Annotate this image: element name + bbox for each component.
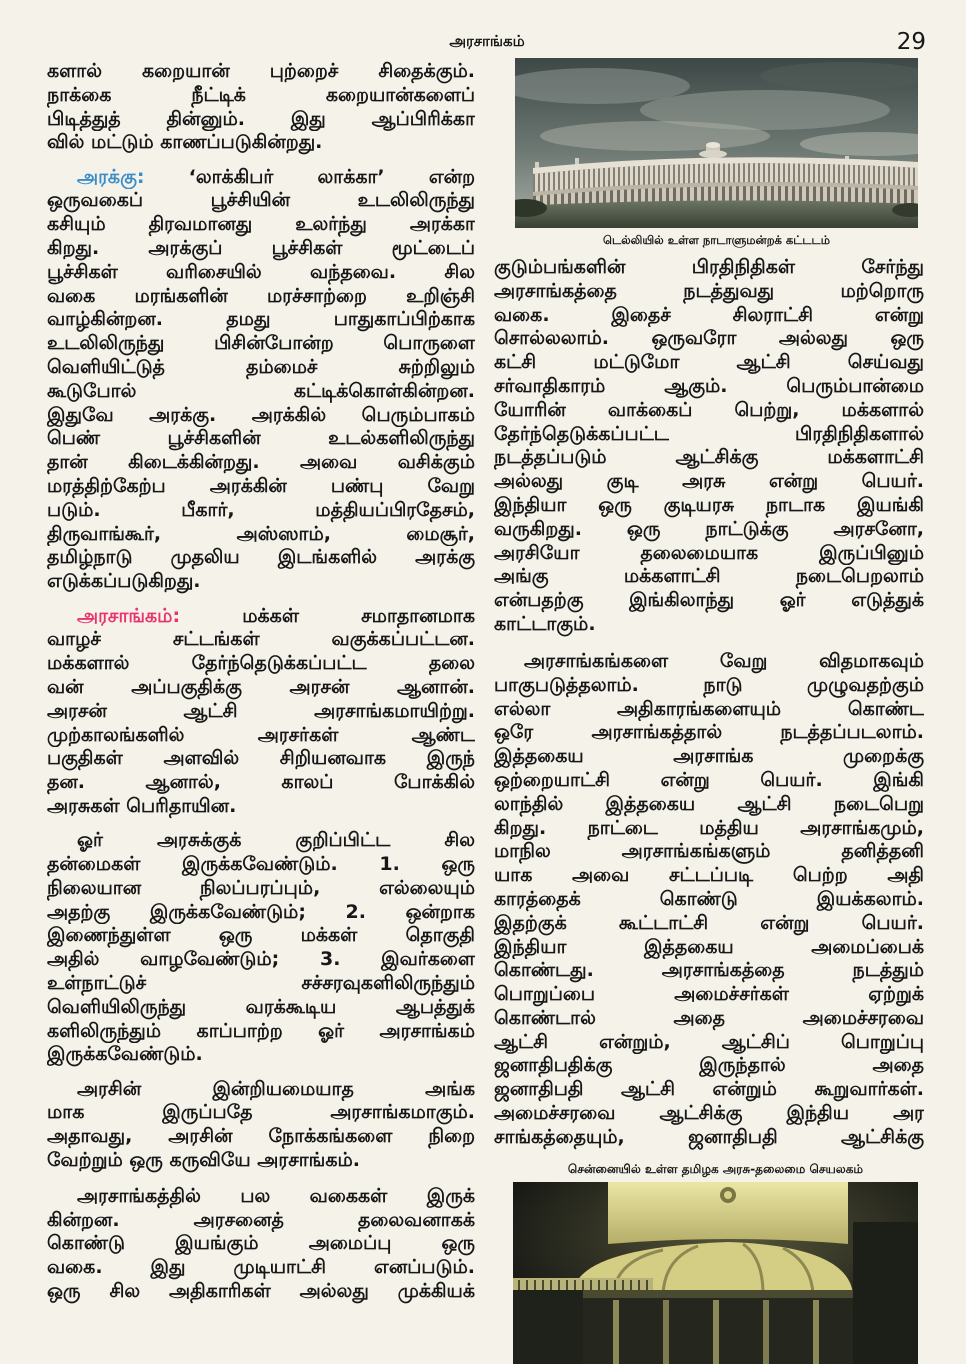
text-line: இத்தகைய அரசாங்க முறைக்கு (494, 745, 924, 768)
text-line: வாழ்கின்றன. தமது பாதுகாப்பிற்காக (47, 308, 475, 331)
text-line: படும். பீகார், மத்தியப்பிரதேசம், (47, 498, 475, 521)
text-line: இந்தியா ஒரு குடியரசு நாடாக இயங்கி (494, 493, 924, 516)
text-line-rest: மக்கள் சமாதானமாக (242, 604, 475, 627)
paragraph (47, 1185, 475, 1304)
text-line: பொறுப்பை அமைச்சர்கள் ஏற்றுக் (494, 983, 924, 1006)
text-line: ஜனாதிபதிக்கு இருந்தால் அதை (494, 1054, 924, 1077)
text-line: காட்டாகும். (494, 612, 596, 635)
text-line: உடலிலிருந்து பிசின்போன்ற பொருளை (47, 332, 475, 355)
text-line: ஒரே அரசாங்கத்தால் நடத்தப்படலாம். (494, 721, 924, 744)
text-line: காரத்தைக் கொண்டு இயக்கலாம். (494, 887, 924, 910)
text-line: கசியும் திரவமானது உலர்ந்து அரக்கா (47, 213, 475, 236)
text-line: அரசாங்கங்களை வேறு விதமாகவும் (524, 649, 924, 672)
text-line: சர்வாதிகாரம் ஆகும். பெரும்பான்மை (494, 374, 924, 397)
text-line: பெண் பூச்சிகளின் உடல்களிலிருந்து (47, 427, 475, 450)
parliament-photo (515, 58, 918, 228)
text-line: ஒருவகைப் பூச்சியின் உடலிலிருந்து (47, 189, 475, 212)
text-line: வாழச் சட்டங்கள் வகுக்கப்பட்டன. (47, 628, 475, 651)
figure-caption-secretariat: சென்னையில் உள்ள தமிழக அரசு-தலைமை செயலகம் (567, 1162, 864, 1176)
text-line: கூடுபோல் கட்டிக்கொள்கின்றன. (47, 379, 475, 402)
text-line: வன் அப்பகுதிக்கு அரசன் ஆனான். (47, 675, 475, 698)
text-line: கட்சி மட்டுமோ ஆட்சி செய்வது (494, 351, 924, 374)
text-line: யாக அவை சட்டப்படி பெற்ற அதி (494, 864, 924, 887)
text-line: நாக்கை நீட்டிக் கறையான்களைப் (47, 83, 475, 106)
term-arasangam: அரசாங்கம்: (77, 604, 181, 627)
text-line: கின்றன. அரசனைத் தலைவனாகக் (47, 1208, 475, 1231)
text-line (47, 605, 475, 629)
text-line: ஒற்றையாட்சி என்று பெயர். இங்கி (494, 768, 924, 791)
text-line: நடத்தப்படும் ஆட்சிக்கு மக்களாட்சி (494, 446, 924, 469)
text-line: வெளியிட்டுத் தம்மைச் சுற்றிலும் (47, 356, 475, 379)
text-line: இதற்குக் கூட்டாட்சி என்று பெயர். (494, 911, 924, 934)
text-line: ஆட்சி என்றும், ஆட்சிப் பொறுப்பு (494, 1030, 924, 1053)
paragraph (494, 650, 924, 1150)
text-line: உள்நாட்டுச் சச்சரவுகளிலிருந்தும் (47, 971, 475, 994)
text-line: ஒரு சில அதிகாரிகள் அல்லது முக்கியக் (47, 1280, 475, 1303)
text-line: அரசன் ஆட்சி அரசாங்கமாயிற்று. (47, 699, 475, 722)
text-line: சாங்கத்தையும், ஜனாதிபதி ஆட்சிக்கு (494, 1125, 924, 1148)
text-line: அரசாங்கத்தில் பல வகைகள் இருக் (77, 1184, 475, 1207)
text-line: தமிழ்நாடு முதலிய இடங்களில் அரக்கு (47, 546, 475, 569)
text-line: ஜனாதிபதி ஆட்சி என்றும் கூறுவார்கள். (494, 1078, 924, 1101)
text-line: லாந்தில் இத்தகைய ஆட்சி நடைபெறு (494, 792, 924, 815)
right-column (494, 256, 924, 1156)
text-line: கிறது. நாட்டை மத்திய அரசாங்கமும், (494, 816, 924, 839)
text-line: வகை. இது முடியாட்சி எனப்படும். (47, 1256, 475, 1279)
text-line: வகை. இதைச் சிலராட்சி என்று (494, 303, 924, 326)
left-column (47, 60, 475, 1356)
text-line: கொண்டது. அரசாங்கத்தை நடத்தும் (494, 959, 924, 982)
text-line: யோரின் வாக்கைப் பெற்று, மக்களால் (494, 398, 924, 421)
text-line: வகை மரங்களின் மரச்சாற்றை உறிஞ்சி (47, 284, 475, 307)
figure-caption-parliament: டெல்லியில் உள்ள நாடாளுமன்றக் கட்டடம் (603, 233, 830, 247)
text-line: பிடித்துத் தின்னும். இது ஆப்பிரிக்கா (47, 107, 475, 130)
text-line: மக்களால் தேர்ந்தெடுக்கப்பட்ட தலை (47, 652, 475, 675)
paragraph-arakku (47, 166, 475, 594)
text-line: வெளியிலிருந்து வரக்கூடிய ஆபத்துக் (47, 995, 475, 1018)
text-line: அரசியோ தலைமையாக இருப்பினும் (494, 541, 924, 564)
text-line: வருகிறது. ஒரு நாட்டுக்கு அரசனோ, (494, 517, 924, 540)
text-line: அல்லது குடி அரசு என்று பெயர். (494, 470, 924, 493)
text-line: என்பதற்கு இங்கிலாந்து ஓர் எடுத்துக் (494, 589, 924, 612)
text-line: நிலையான நிலப்பரப்பும், எல்லையும் (47, 876, 475, 899)
text-line: குடும்பங்களின் பிரதிநிதிகள் சேர்ந்து (494, 256, 924, 278)
text-line: தன. ஆனால், காலப் போக்கில் (47, 771, 475, 794)
text-line: மாநில அரசாங்கங்களும் தனித்தனி (494, 840, 924, 863)
text-line (47, 166, 475, 190)
text-line: அமைச்சரவை ஆட்சிக்கு இந்திய அர (494, 1102, 924, 1125)
text-line: வில் மட்டும் காணப்படுகின்றது. (47, 131, 323, 154)
text-line: வேற்றும் ஒரு கருவியே அரசாங்கம். (47, 1149, 360, 1172)
text-line: கொண்டு இயங்கும் அமைப்பு ஒரு (47, 1232, 475, 1255)
text-line: இருக்கவேண்டும். (47, 1043, 203, 1066)
text-line: தான் கிடைக்கின்றது. அவை வசிக்கும் (47, 451, 475, 474)
text-line: பாகுபடுத்தலாம். நாடு முழுவதற்கும் (494, 673, 924, 696)
secretariat-photo (513, 1182, 918, 1364)
text-line: கொண்டால் அதை அமைச்சரவை (494, 1006, 924, 1029)
text-line: இணைந்துள்ள ஒரு மக்கள் தொகுதி (47, 924, 475, 947)
running-header: அரசாங்கம் (449, 32, 525, 50)
text-line: களால் கறையான் புற்றைச் சிதைக்கும். (47, 60, 475, 82)
term-arakku: அரக்கு: (77, 165, 145, 188)
page-number: 29 (896, 29, 926, 55)
text-line-rest: ‘லாக்கிபர் லாக்கா’ என்ற (188, 165, 475, 188)
text-line: சொல்லலாம். ஒருவரோ அல்லது ஒரு (494, 327, 924, 350)
paragraph (47, 1078, 475, 1173)
parliament-figure (515, 58, 918, 228)
text-line: கிறது. அரக்குப் பூச்சிகள் மூட்டைப் (47, 237, 475, 260)
text-line: அதில் வாழவேண்டும்; 3. இவர்களை (47, 948, 475, 971)
text-line: அதற்கு இருக்கவேண்டும்; 2. ஒன்றாக (47, 900, 475, 923)
text-line: அரசாங்கத்தை நடத்துவது மற்றொரு (494, 279, 924, 302)
text-line: எல்லா அதிகாரங்களையும் கொண்ட (494, 697, 924, 720)
text-line: முற்காலங்களில் அரசர்கள் ஆண்ட (47, 723, 475, 746)
text-line: மரத்திற்கேற்ப அரக்கின் பண்பு வேறு (47, 475, 475, 498)
text-line: ஓர் அரசுக்குக் குறிப்பிட்ட சில (77, 829, 475, 852)
text-line: தன்மைகள் இருக்கவேண்டும். 1. ஒரு (47, 853, 475, 875)
text-line: அங்கு மக்களாட்சி நடைபெறலாம் (494, 565, 924, 588)
text-line: பகுதிகள் அளவில் சிறியனவாக இருந் (47, 747, 475, 770)
paragraph (47, 829, 475, 1067)
text-line: அரசுகள் பெரிதாயின. (47, 794, 237, 817)
text-line: இந்தியா இத்தகைய அமைப்பைக் (494, 935, 924, 958)
text-line: திருவாங்கூர், அஸ்ஸாம், மைசூர், (47, 522, 475, 545)
paragraph (494, 256, 924, 637)
text-line: களிலிருந்தும் காப்பாற்ற ஓர் அரசாங்கம் (47, 1019, 475, 1042)
paragraph (47, 60, 475, 155)
text-line: இதுவே அரக்கு. அரக்கில் பெரும்பாகம் (47, 403, 475, 426)
secretariat-figure (513, 1182, 918, 1364)
text-line: அரசின் இன்றியமையாத அங்க (77, 1077, 475, 1100)
text-line: தேர்ந்தெடுக்கப்பட்ட பிரதிநிதிகளால் (494, 422, 924, 445)
paragraph-arasangam (47, 605, 475, 819)
text-line: மாக இருப்பதே அரசாங்கமாகும். (47, 1101, 475, 1124)
text-line: எடுக்கப்படுகிறது. (47, 570, 201, 593)
text-line: பூச்சிகள் வரிசையில் வந்தவை. சில (47, 260, 475, 283)
text-line: அதாவது, அரசின் நோக்கங்களை நிறை (47, 1125, 475, 1148)
